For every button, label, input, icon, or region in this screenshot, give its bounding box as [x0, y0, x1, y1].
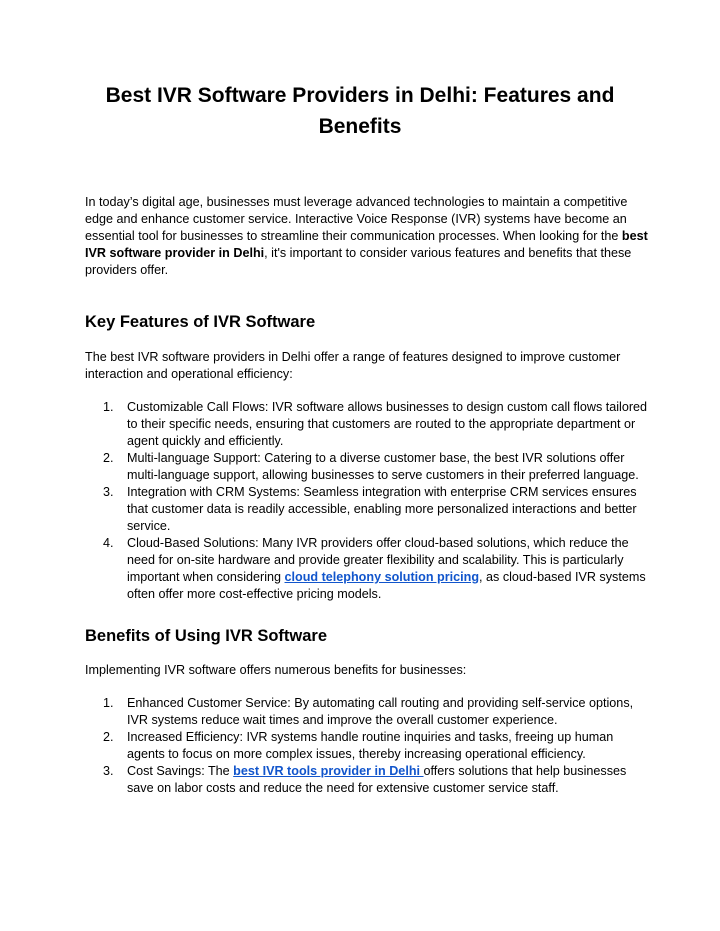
features-list [85, 399, 648, 603]
list-item [85, 763, 648, 797]
list-item-text: Enhanced Customer Service: By automating call routing and providing self-service options, IVR systems reduce wait times and improve the overall customer experience. [127, 696, 634, 727]
benefits-list [85, 695, 648, 797]
intro-text-before: In today’s digital age, businesses must leverage advanced technologies to maintain a competitive edge and enhance customer service. Interactive Voice Response (IVR) systems have become an essential tool for businesses to streamline their communication processes. When looking for the [85, 195, 628, 243]
list-item-number: 1. [103, 696, 114, 710]
list-item [85, 535, 648, 603]
list-item [85, 399, 648, 450]
list-item-text-before: Cloud-Based Solutions: Many IVR providers offer cloud-based solutions, which reduce the need for on-site hardware and provide greater flexibility and scalability. This is particularly important when considering [127, 536, 629, 584]
list-item-number: 3. [103, 764, 114, 778]
page-title: Best IVR Software Providers in Delhi: Features and Benefits [105, 84, 615, 138]
list-item-text: Integration with CRM Systems: Seamless integration with enterprise CRM services ensures that customer data is readily accessible, enabling more personalized interactions and better service. [127, 485, 637, 533]
list-item-number: 1. [103, 400, 114, 414]
list-item-text-after: offers solutions that help businesses save on labor costs and reduce the need for extensive customer service staff. [127, 764, 627, 795]
list-item [85, 484, 648, 535]
features-paragraph: The best IVR software providers in Delhi offer a range of features designed to improve customer interaction and operational efficiency: [85, 350, 621, 381]
best-ivr-tools-provider-link[interactable]: best IVR tools provider in Delhi [233, 764, 424, 778]
list-item-number: 2. [103, 451, 114, 465]
list-item-text: Increased Efficiency: IVR systems handle routine inquiries and tasks, freeing up human agents to focus on more complex issues, thereby increasing operational efficiency. [127, 730, 614, 761]
list-item-text-before: Cost Savings: The [127, 764, 234, 778]
list-item-text: Customizable Call Flows: IVR software allows businesses to design custom call flows tailored to their specific needs, ensuring that customers are routed to the appropriate department or agent quickly and efficiently. [127, 400, 648, 448]
benefits-heading: Benefits of Using IVR Software [85, 627, 328, 645]
list-item-number: 3. [103, 485, 114, 499]
list-item-text: Multi-language Support: Catering to a diverse customer base, the best IVR solutions offer multi-language support, allowing businesses to serve customers in their preferred language. [127, 451, 639, 482]
intro-text-after: , it's important to consider various features and benefits that these providers offer. [85, 246, 632, 277]
benefits-paragraph: Implementing IVR software offers numerous benefits for businesses: [85, 663, 467, 677]
list-item-number: 2. [103, 730, 114, 744]
list-item-number: 4. [103, 536, 114, 550]
list-item-text-after: , as cloud-based IVR systems often offer more cost-effective pricing models. [127, 570, 646, 601]
list-item [85, 450, 648, 484]
list-item [85, 729, 648, 763]
intro-bold-phrase: best IVR software provider in Delhi [85, 229, 648, 260]
intro-paragraph [85, 194, 648, 279]
cloud-telephony-pricing-link[interactable]: cloud telephony solution pricing [284, 570, 480, 584]
list-item [85, 695, 648, 729]
features-heading: Key Features of IVR Software [85, 313, 316, 331]
